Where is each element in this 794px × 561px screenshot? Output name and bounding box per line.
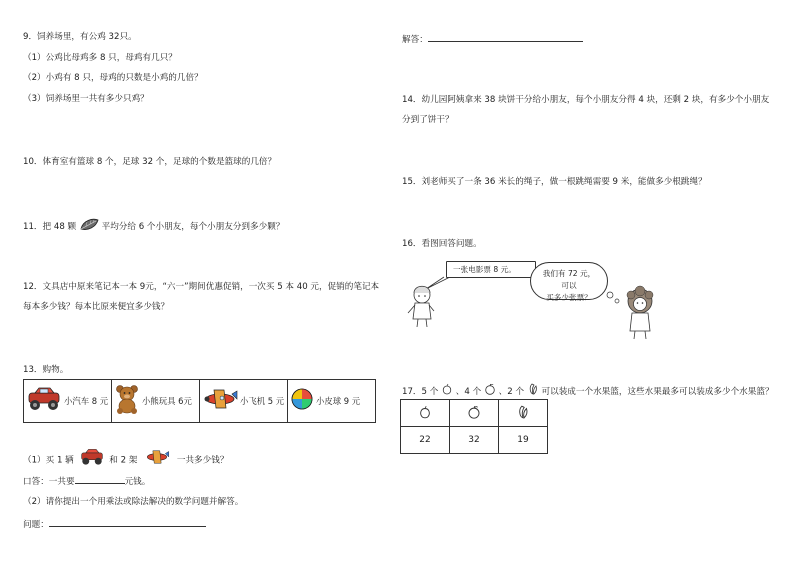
- question-blank[interactable]: [49, 517, 206, 527]
- oral-label: 口答：一共要: [23, 477, 75, 487]
- teddy-bear-icon: [114, 384, 142, 418]
- bubble-right-line1: 我们有 72 元，可以: [542, 269, 596, 290]
- q13-sub1-a: （1）买 1 辆: [23, 455, 74, 466]
- answer-blank[interactable]: [428, 32, 583, 42]
- leaf-candy-icon: [79, 218, 99, 235]
- answer-line-top: [402, 32, 583, 46]
- oral-answer-blank[interactable]: [75, 474, 125, 484]
- q12-line1: 12．文具店中原来笔记本一本 9元，“六一”期间优惠促销，一次买 5 本 40 元，促销的笔记本: [23, 282, 380, 292]
- q11-line: [23, 218, 284, 235]
- q17-text: [402, 383, 774, 400]
- fruit-count-banana: 19: [499, 427, 548, 454]
- q13-sub2: （2）请你提出一个用乘法或除法解决的数学问题并解答。: [23, 497, 244, 507]
- banana-icon: [516, 412, 530, 422]
- item-label-ball: 小皮球 9 元: [316, 395, 361, 406]
- q14-line1: 14．幼儿园阿姨拿来 38 块饼干分给小朋友，每个小朋友分得 4 块，还剩 2 块，有多少个小朋友: [402, 95, 770, 105]
- q9-sub3: （3）饲养场里一共有多少只鸡？: [23, 94, 149, 104]
- oral-unit: 元钱。: [124, 477, 151, 487]
- q9-sub1: （1）公鸡比母鸡多 8 只，母鸡有几只？: [23, 53, 177, 63]
- curly-girl-figure: [627, 286, 653, 339]
- item-cell-bear: [112, 380, 200, 423]
- toy-car-icon: [77, 448, 107, 472]
- q12-line2: 每本多少钱？每本比原来便宜多少钱？: [23, 302, 170, 312]
- q13-title: 13．购物。: [23, 365, 69, 375]
- girl-figure: [408, 286, 434, 327]
- peach-icon: [441, 383, 453, 400]
- q17-text-a: 17．5 个: [402, 387, 439, 397]
- bubble-right-line2: 买多少张票？: [546, 293, 592, 302]
- toy-plane-icon: [140, 448, 174, 472]
- item-cell-ball: [288, 380, 376, 423]
- q13-sub1-c: 一共多少钱？: [176, 455, 229, 466]
- item-cell-plane: [200, 380, 288, 423]
- apple-icon: [467, 412, 481, 422]
- fruit-count-apple: 32: [450, 427, 499, 454]
- q10-text: 10．体育室有篮球 8 个，足球 32 个，足球的个数是篮球的几倍？: [23, 157, 277, 167]
- q11-after: 平均分给 6 个小朋友，每个小朋友分到多少颗？: [101, 222, 285, 232]
- toy-car-icon: [26, 386, 64, 416]
- q17-text-c: 、2 个: [498, 387, 525, 397]
- q17-fruit-table: [400, 399, 548, 454]
- banana-icon: [527, 383, 539, 400]
- fruit-header-apple: [450, 400, 499, 427]
- thought-bubble-right: [530, 262, 608, 300]
- q13-price-table: [23, 379, 376, 423]
- fruit-header-banana: [499, 400, 548, 427]
- q13-sub1-b: 和 2 架: [109, 455, 138, 466]
- q9-title: 9．饲养场里，有公鸡 32只。: [23, 32, 137, 42]
- item-label-bear: 小熊玩具 6元: [142, 395, 192, 406]
- fruit-count-peach: 22: [401, 427, 450, 454]
- q17-text-d: 可以装成一个水果篮，这些水果最多可以装成多少个水果篮？: [541, 387, 774, 397]
- q17-text-b: 、4 个: [455, 387, 482, 397]
- beach-ball-icon: [290, 387, 316, 415]
- q15-text: 15．刘老师买了一条 36 米长的绳子，做一根跳绳需要 9 米，能做多少根跳绳？: [402, 177, 707, 187]
- q9-sub2: （2）小鸡有 8 只，母鸡的只数是小鸡的几倍？: [23, 73, 203, 83]
- q13-sub1: [23, 448, 228, 472]
- toy-plane-icon: [202, 386, 240, 416]
- q13-question-line: [23, 517, 206, 531]
- item-cell-car: [24, 380, 112, 423]
- q11-before: 11．把 48 颗: [23, 222, 77, 232]
- apple-icon: [484, 383, 496, 400]
- q14-line2: 分到了饼干？: [402, 115, 454, 125]
- peach-icon: [418, 412, 432, 422]
- q13-oral-answer: [23, 474, 150, 488]
- fruit-header-peach: [401, 400, 450, 427]
- answer-label: 解答：: [402, 35, 428, 45]
- item-label-plane: 小飞机 5 元: [240, 395, 285, 406]
- item-label-car: 小汽车 8 元: [64, 395, 109, 406]
- speech-bubble-left: [446, 261, 536, 278]
- q16-title: 16．看图回答问题。: [402, 239, 482, 249]
- bubble-left-text: 一张电影票 8 元。: [453, 265, 516, 274]
- question-label: 问题：: [23, 520, 49, 530]
